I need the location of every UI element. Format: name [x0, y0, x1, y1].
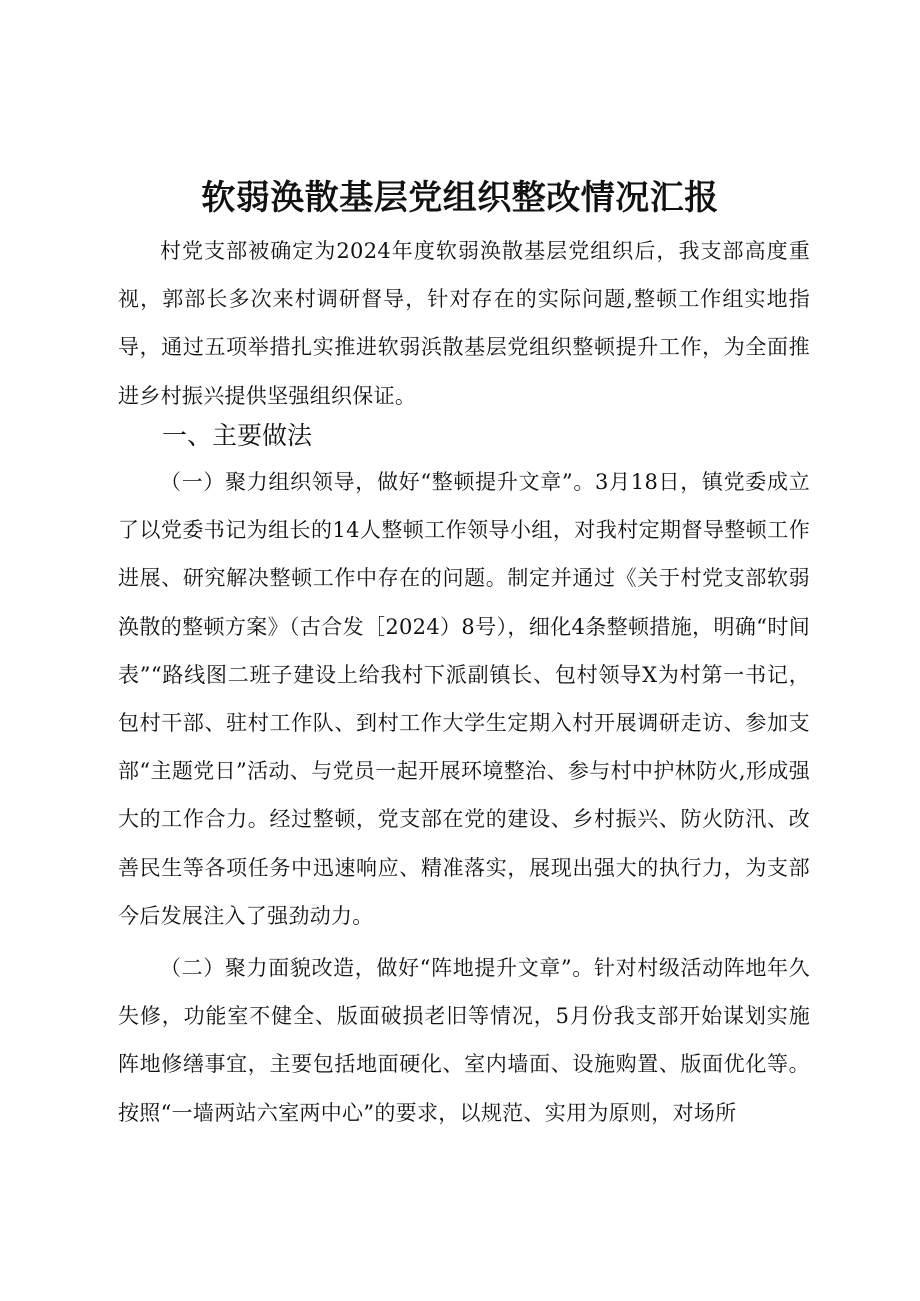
intro-paragraph: 村党支部被确定为2024年度软弱涣散基层党组织后，我支部高度重视，郭部长多次来村调研督导，针对存在的实际问题,整顿工作组实地指导，通过五项举措扎实推进软弱浜散基层党组织整顿提升工作，为全面推进乡村振兴提供坚强组织保证。	[118, 239, 810, 408]
paragraph-position-improvement: （二）聚力面貌改造，做好“阵地提升文章”。针对村级活动阵地年久失修，功能室不健全、版面破损老旧等情况，5月份我支部开始谋划实施阵地修缮事宜，主要包括地面硬化、室内墙面、设施购置、版面优化等。按照“一墙两站六室两中心”的要求，以规范、实用为原则，对场所	[118, 956, 810, 1125]
section-heading: 一、主要做法	[162, 421, 313, 450]
paragraph-organization-leadership: （一）聚力组织领导，做好“整顿提升文章”。3月18日，镇党委成立了以党委书记为组长的14人整顿工作领导小组，对我村定期督导整顿工作进展、研究解决整顿工作中存在的问题。制定并通过《关于村党支部软弱涣散的整顿方案》（古合发［2024）8号），细化4条整顿措施，明确“时间表”“路线图二班子建设上给我村下派副镇长、包村领导X为村第一书记，包村干部、驻村工作队、到村工作大学生定期入村开展调研走访、参加支部“主题党日”活动、与党员一起开展环境整治、参与村中护林防火,形成强大的工作合力。经过整顿，党支部在党的建设、乡村振兴、防火防汛、改善民生等各项任务中迅速响应、精准落实，展现出强大的执行力，为支部今后发展注入了强劲动力。	[118, 470, 810, 928]
document-title: 软弱涣散基层党组织整改情况汇报	[201, 178, 719, 218]
